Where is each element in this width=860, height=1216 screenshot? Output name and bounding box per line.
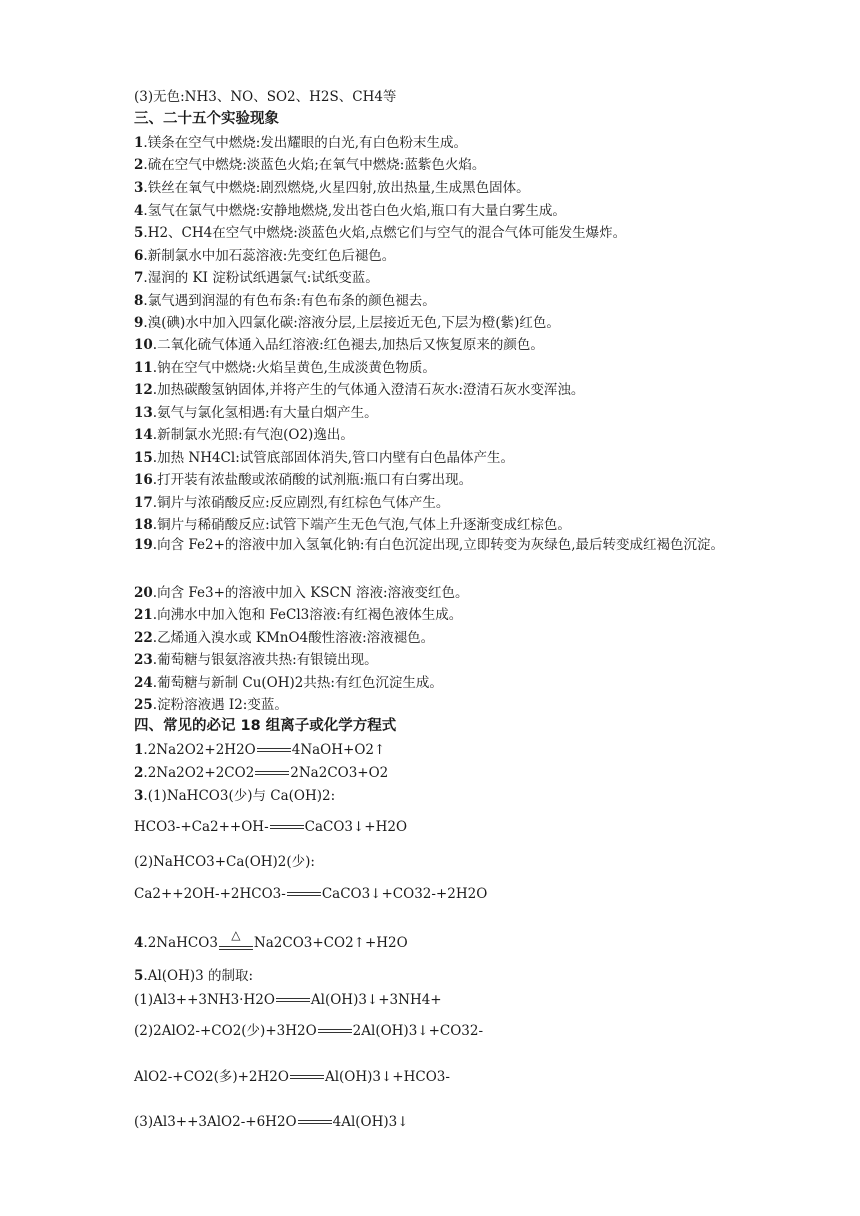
heating-equals-sign <box>219 928 253 952</box>
item-text: .铁丝在氧气中燃烧:剧烈燃烧,火星四射,放出热量,生成黑色固体。 <box>143 180 530 196</box>
phenomenon-item <box>134 674 443 692</box>
equals-sign <box>270 824 304 832</box>
item-number: 12 <box>134 382 153 398</box>
equals-sign <box>276 997 310 1005</box>
phenomenon-item <box>134 247 395 265</box>
equation-4: 4.2NaHCO3 △ Na2CO3+CO2↑+H2O <box>134 928 408 951</box>
colorless-gases-line <box>134 88 396 106</box>
item-number: 23 <box>134 652 153 668</box>
equation-1: 1.2Na2O2+2H2O 4NaOH+O2↑ <box>134 742 386 758</box>
item-text: .向含 Fe2+的溶液中加入氢氧化钠:有白色沉淀出现,立即转变为灰绿色,最后转变成红褐色沉淀。 <box>152 537 725 553</box>
item-text: .溴(碘)水中加入四氯化碳:溶液分层,上层接近无色,下层为橙(紫)红色。 <box>143 315 560 331</box>
item-text: .氯气遇到润湿的有色布条:有色布条的颜色褪去。 <box>143 293 436 309</box>
item-text: .加热 NH4Cl:试管底部固体消失,管口内壁有白色晶体产生。 <box>152 450 515 466</box>
phenomenon-item <box>134 404 378 422</box>
phenomenon-item <box>134 292 436 310</box>
item-number: 20 <box>134 585 153 601</box>
item-number: 17 <box>134 495 153 511</box>
equation-3b-title: (2)NaHCO3+Ca(OH)2(少): <box>134 854 315 870</box>
item-text: .铜片与稀硝酸反应:试管下端产生无色气泡,气体上升逐渐变成红棕色。 <box>152 517 571 533</box>
item-number: 22 <box>134 630 153 646</box>
phenomenon-item <box>134 651 378 669</box>
phenomenon-item <box>134 269 379 287</box>
phenomenon-item <box>134 584 469 602</box>
item-number: 1 <box>134 135 144 151</box>
item-text: .H2、CH4在空气中燃烧:淡蓝色火焰,点燃它们与空气的混合气体可能发生爆炸。 <box>143 225 627 241</box>
equals-sign <box>255 770 289 778</box>
item-text: .向沸水中加入饱和 FeCl3溶液:有红褐色液体生成。 <box>152 607 463 623</box>
equals-sign <box>287 891 321 899</box>
phenomenon-item <box>114 534 764 556</box>
item-text: .葡萄糖与新制 Cu(OH)2共热:有红色沉淀生成。 <box>152 675 443 691</box>
item-text: .葡萄糖与银氨溶液共热:有银镜出现。 <box>152 652 378 668</box>
item-text: .淀粉溶液遇 I2:变蓝。 <box>152 697 288 713</box>
item-text: .打开装有浓盐酸或浓硝酸的试剂瓶:瓶口有白雾出现。 <box>152 472 473 488</box>
item-number: 24 <box>134 675 153 691</box>
equals-sign <box>290 1074 324 1082</box>
equation-3-title: 3.(1)NaHCO3(少)与 Ca(OH)2: <box>134 788 336 804</box>
item-number: 2 <box>134 157 144 173</box>
heat-triangle-icon: △ <box>231 928 241 942</box>
item-text: .氢气在氯气中燃烧:安静地燃烧,发出苍白色火焰,瓶口有大量白雾生成。 <box>143 203 566 219</box>
item-text: .乙烯通入溴水或 KMnO4酸性溶液:溶液褪色。 <box>152 630 435 646</box>
colorless-text: (3)无色:NH3、NO、SO2、H2S、CH4等 <box>134 89 397 105</box>
phenomenon-item <box>134 359 436 377</box>
phenomenon-item <box>134 179 530 197</box>
equation-2: 2.2Na2O2+2CO2 2Na2CO3+O2 <box>134 765 389 781</box>
equation-3c: Ca2++2OH-+2HCO3- CaCO3↓+CO32-+2H2O <box>134 886 488 902</box>
equation-5b: (2)2AlO2-+CO2(少)+3H2O 2Al(OH)3↓+CO32- <box>134 1023 484 1039</box>
item-number: 13 <box>134 405 153 421</box>
item-number: 25 <box>134 697 153 713</box>
item-number: 4 <box>134 203 144 219</box>
phenomenon-item <box>134 202 566 220</box>
phenomenon-item <box>134 426 354 444</box>
phenomenon-item <box>134 156 485 174</box>
item-number: 14 <box>134 427 153 443</box>
phenomenon-item <box>134 314 560 332</box>
item-text: .向含 Fe3+的溶液中加入 KSCN 溶液:溶液变红色。 <box>152 585 469 601</box>
equals-sign <box>298 1119 332 1127</box>
item-text: .新制氯水中加石蕊溶液:先变红色后褪色。 <box>143 248 396 264</box>
item-number: 18 <box>134 517 153 533</box>
equation-3a: HCO3-+Ca2++OH- CaCO3↓+H2O <box>134 819 408 835</box>
item-number: 16 <box>134 472 153 488</box>
item-text: .钠在空气中燃烧:火焰呈黄色,生成淡黄色物质。 <box>152 360 436 376</box>
equation-5d: (3)Al3++3AlO2-+6H2O 4Al(OH)3↓ <box>134 1114 409 1130</box>
item-number: 11 <box>134 360 153 376</box>
equation-5-title: 5.Al(OH)3 的制取: <box>134 968 254 984</box>
equals-sign <box>318 1028 352 1036</box>
phenomenon-item <box>134 629 434 647</box>
item-number: 15 <box>134 450 153 466</box>
item-text: .镁条在空气中燃烧:发出耀眼的白光,有白色粉末生成。 <box>143 135 468 151</box>
section-4-heading: 四、常见的必记 18 组离子或化学方程式 <box>134 718 397 734</box>
phenomenon-item <box>134 224 626 242</box>
item-number: 6 <box>134 248 144 264</box>
item-text: .新制氯水光照:有气泡(O2)逸出。 <box>152 427 354 443</box>
phenomenon-item <box>134 336 544 354</box>
item-number: 7 <box>134 270 144 286</box>
section-3-heading: 三、二十五个实验现象 <box>134 111 279 127</box>
item-number: 21 <box>134 607 153 623</box>
item-text: .二氧化硫气体通入品红溶液:红色褪去,加热后又恢复原来的颜色。 <box>152 337 544 353</box>
item-number: 3 <box>134 180 144 196</box>
item-text: .湿润的 KI 淀粉试纸遇氯气:试纸变蓝。 <box>143 270 379 286</box>
phenomenon-item <box>134 696 288 714</box>
item-text: .氨气与氯化氢相遇:有大量白烟产生。 <box>152 405 378 421</box>
item-text: .硫在空气中燃烧:淡蓝色火焰;在氧气中燃烧:蓝紫色火焰。 <box>143 157 486 173</box>
phenomenon-item <box>134 471 472 489</box>
equation-5c: AlO2-+CO2(多)+2H2O Al(OH)3↓+HCO3- <box>134 1069 450 1085</box>
phenomenon-item <box>134 449 514 467</box>
item-text: .铜片与浓硝酸反应:反应剧烈,有红棕色气体产生。 <box>152 495 450 511</box>
phenomenon-item <box>134 606 462 624</box>
item-number: 8 <box>134 293 144 309</box>
phenomenon-item <box>134 494 449 512</box>
item-number: 9 <box>134 315 144 331</box>
equals-sign <box>257 747 291 755</box>
item-number: 19 <box>134 537 153 553</box>
item-number: 10 <box>134 337 153 353</box>
item-number: 5 <box>134 225 144 241</box>
equation-5a: (1)Al3++3NH3·H2O Al(OH)3↓+3NH4+ <box>134 992 442 1008</box>
phenomenon-item <box>134 134 467 152</box>
item-text: .加热碳酸氢钠固体,并将产生的气体通入澄清石灰水:澄清石灰水变浑浊。 <box>152 382 585 398</box>
phenomenon-item <box>134 516 571 534</box>
phenomenon-item <box>134 381 584 399</box>
